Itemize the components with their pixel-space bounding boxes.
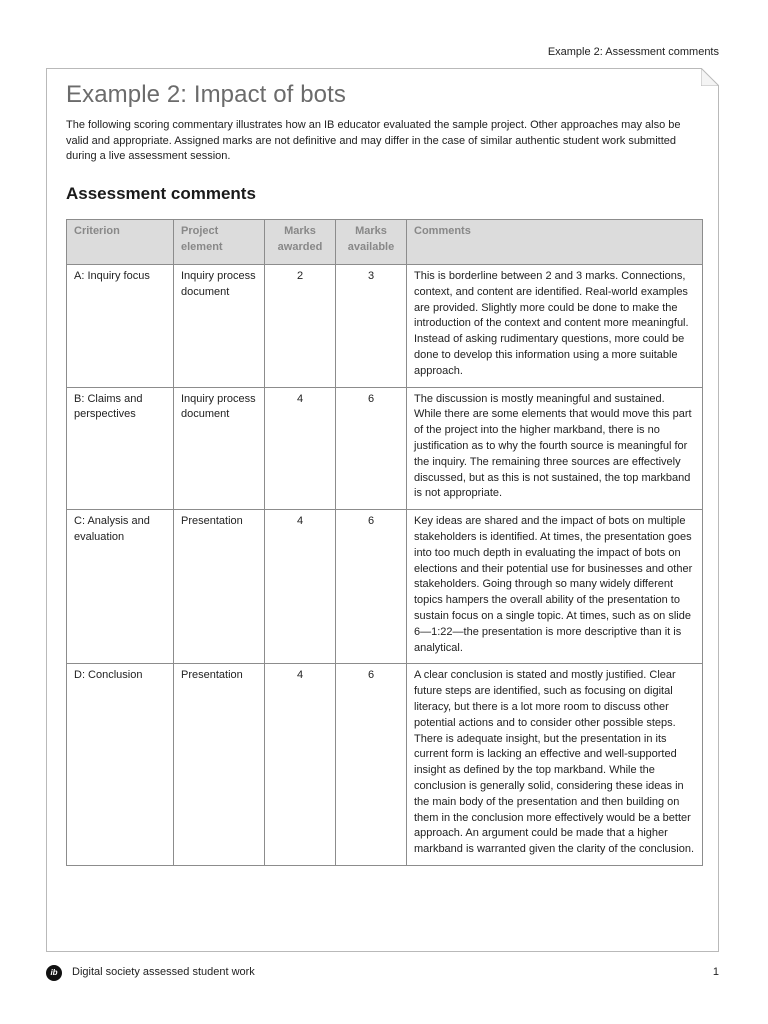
cell-project-element: Presentation: [174, 510, 265, 664]
table-row: [67, 265, 703, 388]
header-comments: Comments: [407, 220, 703, 265]
cell-criterion: A: Inquiry focus: [67, 265, 174, 388]
cell-marks-available: 6: [336, 664, 407, 866]
page-footer: [46, 965, 719, 981]
header-project-element: Project element: [174, 220, 265, 265]
cell-marks-available: 6: [336, 387, 407, 510]
header-marks-awarded: Marks awarded: [265, 220, 336, 265]
footer-title: Digital society assessed student work: [72, 966, 255, 978]
cell-project-element: Presentation: [174, 664, 265, 866]
table-row: [67, 664, 703, 866]
assessment-table: [66, 219, 703, 866]
page-number: 1: [712, 966, 719, 978]
table-row: [67, 510, 703, 664]
document-frame: [46, 68, 719, 952]
page-fold-corner: [701, 68, 719, 86]
table-row: [67, 387, 703, 510]
header-criterion: Criterion: [67, 220, 174, 265]
cell-criterion: B: Claims and perspectives: [67, 387, 174, 510]
cell-project-element: Inquiry process document: [174, 265, 265, 388]
cell-comments: Key ideas are shared and the impact of bots on multiple stakeholders is identified. At times, the presentation goes into too much depth in evaluating the impact of bots on elections and their potential use for businesses and other stakeholders. Going through so many widely different topics hampers the overall ability of the presentation to sustain focus on a single topic. At times, such as on slide 6—1:22—the presentation is more descriptive than it is analytical.: [407, 510, 703, 664]
cell-project-element: Inquiry process document: [174, 387, 265, 510]
cell-comments: This is borderline between 2 and 3 marks. Connections, context, and content are identified. Real-world examples are provided. Slightly more could be done to make the introduction of the context and content more meaningful. Instead of asking rudimentary questions, more could be done to develop this information using a more suitable approach.: [407, 265, 703, 388]
running-header: Example 2: Assessment comments: [547, 46, 719, 58]
cell-comments: The discussion is mostly meaningful and sustained. While there are some elements that would move this part of the project into the higher markband, there is no justification as to why the fourth source is meaningful for the inquiry. The remaining three sources are effectively discussed, but as this is not sustained, the top markband is not appropriate.: [407, 387, 703, 510]
section-heading: Assessment comments: [66, 184, 256, 203]
cell-marks-available: 6: [336, 510, 407, 664]
cell-marks-awarded: 4: [265, 510, 336, 664]
cell-marks-awarded: 2: [265, 265, 336, 388]
cell-comments: A clear conclusion is stated and mostly justified. Clear future steps are identified, such as focusing on digital literacy, but there is a lot more room to discuss other potential actions and to consider other possible steps. There is adequate insight, but the presentation in its current form is lacking an effective and well-supported insight as defined by the top markband. While the conclusion is generally solid, considering these ideas in the main body of the presentation and then building on them in the conclusion more effectively would be a better approach. An argument could be made that a higher markband is warranted given the clarity of the conclusion.: [407, 664, 703, 866]
cell-marks-available: 3: [336, 265, 407, 388]
header-marks-available: Marks available: [336, 220, 407, 265]
intro-paragraph: The following scoring commentary illustrates how an IB educator evaluated the sample project. Other approaches may also be valid and appropriate. Assigned marks are not definitive and may differ in the case of similar authentic student work submitted during a live assessment session.: [66, 119, 681, 162]
ib-logo-icon: ib: [46, 965, 62, 981]
table-header-row: [67, 220, 703, 265]
cell-marks-awarded: 4: [265, 664, 336, 866]
cell-marks-awarded: 4: [265, 387, 336, 510]
cell-criterion: D: Conclusion: [67, 664, 174, 866]
document-title: Example 2: Impact of bots: [66, 81, 346, 108]
cell-criterion: C: Analysis and evaluation: [67, 510, 174, 664]
